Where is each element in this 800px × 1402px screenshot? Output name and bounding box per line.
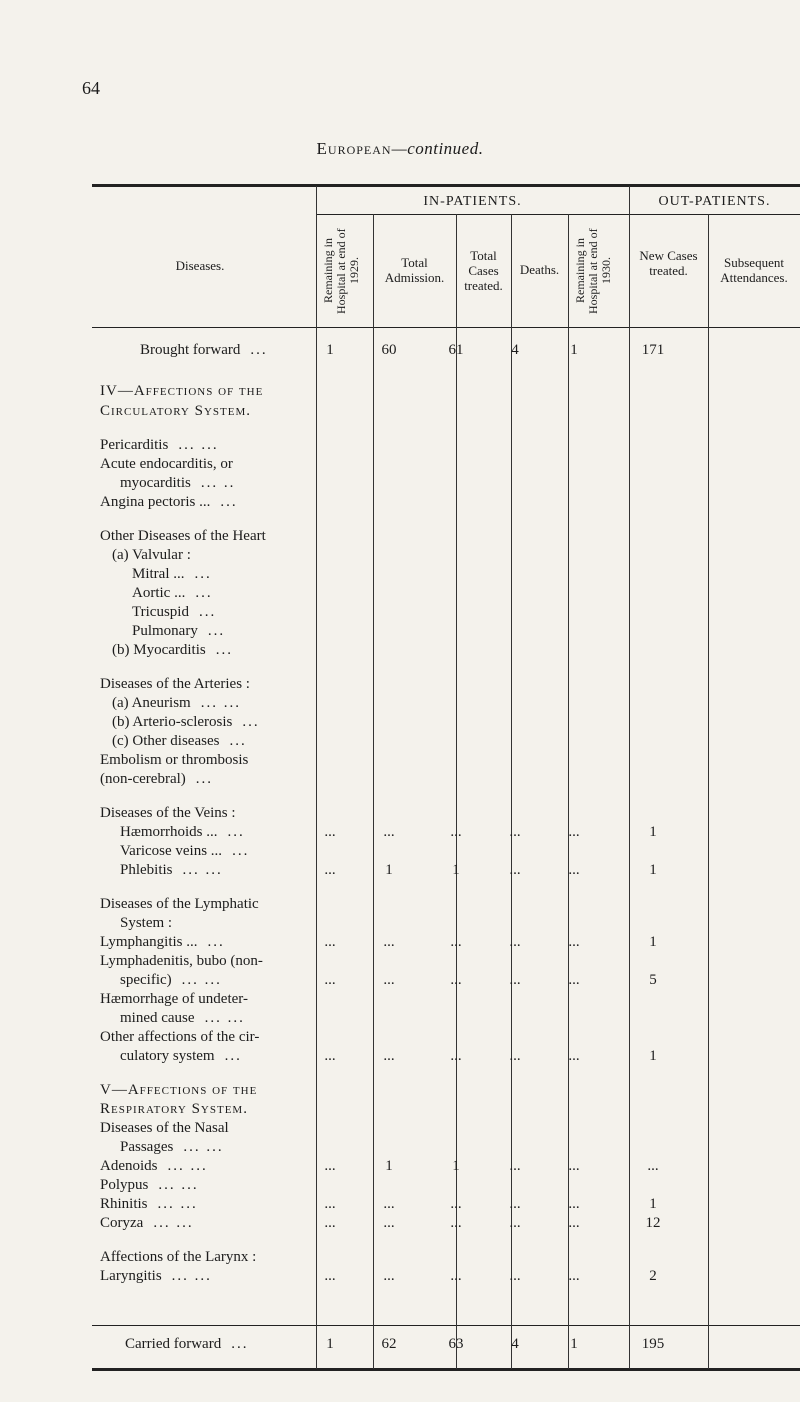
table-cell: 1 bbox=[385, 1158, 393, 1174]
leader-dots: ... ... bbox=[157, 1196, 198, 1212]
leader-dots: ... .. bbox=[200, 475, 236, 491]
row-label-text: Phlebitis bbox=[120, 862, 173, 878]
row-label-text: Varicose veins ... bbox=[120, 843, 223, 859]
row-label-text: Affections of the Larynx : bbox=[100, 1249, 257, 1265]
row-label-text: Laryngitis bbox=[100, 1268, 162, 1284]
table-cell: ... bbox=[568, 824, 580, 840]
table-cell: ... bbox=[383, 972, 395, 988]
table-cell: 60 bbox=[381, 342, 397, 358]
row-label-text: IV—Affections of the bbox=[100, 383, 264, 399]
table-cell: 1 bbox=[649, 824, 657, 840]
table-cell: 63 bbox=[448, 1336, 464, 1352]
leader-dots: ... bbox=[229, 733, 247, 749]
row-label bbox=[100, 771, 213, 788]
leader-dots: ... bbox=[195, 585, 213, 601]
row-label bbox=[100, 752, 248, 769]
table-cell: 1 bbox=[649, 862, 657, 878]
table-cell: ... bbox=[509, 1048, 521, 1064]
table-row bbox=[0, 342, 800, 364]
leader-dots: ... bbox=[227, 824, 245, 840]
row-label-text: Pericarditis bbox=[100, 437, 169, 453]
table-cell: ... bbox=[450, 934, 462, 950]
row-label-text: Rhinitis bbox=[100, 1196, 148, 1212]
table-row bbox=[0, 1048, 800, 1070]
row-label-text: specific) bbox=[120, 972, 172, 988]
table-cell: 1 bbox=[570, 342, 578, 358]
leader-dots: ... ... bbox=[204, 1010, 245, 1026]
row-label bbox=[100, 456, 233, 473]
row-label-text: Aortic ... bbox=[132, 585, 186, 601]
leader-dots: ... bbox=[195, 771, 214, 787]
table-cell: 195 bbox=[641, 1336, 665, 1352]
table-cell: ... bbox=[324, 1158, 336, 1174]
row-label bbox=[120, 1010, 245, 1027]
row-label bbox=[132, 585, 213, 602]
row-label bbox=[100, 494, 238, 511]
total-cases-header: Total Cases treated. bbox=[464, 248, 503, 293]
table-row bbox=[0, 771, 800, 793]
row-label bbox=[100, 528, 266, 545]
new-cases-header: New Cases treated. bbox=[639, 248, 698, 278]
table-cell: ... bbox=[383, 824, 395, 840]
row-label-text: (b) Myocarditis bbox=[112, 642, 206, 658]
row-label-text: Angina pectoris ... bbox=[100, 494, 211, 510]
row-label bbox=[112, 695, 241, 712]
leader-dots: ... bbox=[207, 623, 226, 639]
table-row bbox=[0, 1268, 800, 1290]
top-rule bbox=[92, 184, 800, 187]
table-cell: ... bbox=[568, 972, 580, 988]
remaining-1929-header: Remaining in Hospital at end of 1929. bbox=[321, 228, 361, 314]
table-cell: 1 bbox=[649, 1048, 657, 1064]
row-label bbox=[100, 896, 259, 913]
table-cell: ... bbox=[324, 934, 336, 950]
leader-dots: ... ... bbox=[200, 695, 241, 711]
row-label bbox=[120, 1048, 242, 1065]
row-label bbox=[100, 1268, 212, 1285]
row-label bbox=[132, 623, 225, 640]
out-patients-header: OUT-PATIENTS. bbox=[658, 194, 771, 209]
leader-dots: ... ... bbox=[181, 972, 222, 988]
row-label bbox=[100, 934, 225, 951]
table-cell: 171 bbox=[641, 342, 665, 358]
row-label bbox=[100, 953, 263, 970]
leader-dots: ... ... bbox=[158, 1177, 199, 1193]
row-label-text: Lymphangitis ... bbox=[100, 934, 198, 950]
table-cell: 12 bbox=[645, 1215, 661, 1231]
table-cell: 5 bbox=[649, 972, 657, 988]
row-label-text: Carried forward bbox=[125, 1336, 222, 1352]
leader-dots: ... bbox=[194, 566, 212, 582]
table-cell: ... bbox=[568, 1196, 580, 1212]
table-cell: ... bbox=[450, 972, 462, 988]
row-label-text: V—Affections of the bbox=[100, 1082, 258, 1098]
row-label bbox=[120, 972, 222, 989]
row-label-text: Diseases of the Nasal bbox=[100, 1120, 229, 1136]
leader-dots: ... ... bbox=[183, 1139, 224, 1155]
row-label bbox=[100, 1029, 259, 1046]
table-cell: ... bbox=[568, 934, 580, 950]
row-label-text: Passages bbox=[120, 1139, 174, 1155]
table-cell: ... bbox=[509, 824, 521, 840]
row-label bbox=[112, 642, 233, 659]
table-cell: ... bbox=[450, 824, 462, 840]
row-label-text: Circulatory System. bbox=[100, 403, 251, 419]
row-label bbox=[100, 1215, 194, 1232]
table-row bbox=[0, 494, 800, 516]
title-main: European bbox=[316, 139, 392, 158]
page-number: 64 bbox=[82, 78, 100, 98]
row-label bbox=[100, 1120, 229, 1137]
table-cell: ... bbox=[568, 1158, 580, 1174]
leader-dots: ... bbox=[232, 843, 250, 859]
total-admission-header: Total Admission. bbox=[384, 255, 445, 285]
total-top-rule bbox=[92, 1325, 800, 1326]
row-label bbox=[125, 1336, 248, 1353]
row-label bbox=[100, 991, 248, 1008]
table-cell: 1 bbox=[385, 862, 393, 878]
leader-dots: ... bbox=[215, 642, 233, 658]
table-cell: 1 bbox=[452, 862, 460, 878]
table-cell: 1 bbox=[326, 342, 334, 358]
row-label-text: Other Diseases of the Heart bbox=[100, 528, 266, 544]
table-cell: ... bbox=[324, 1196, 336, 1212]
row-label-text: culatory system bbox=[120, 1048, 215, 1064]
table-cell: ... bbox=[450, 1215, 462, 1231]
row-label-text: mined cause bbox=[120, 1010, 195, 1026]
table-cell: 2 bbox=[649, 1268, 657, 1284]
row-label-text: Polypus bbox=[100, 1177, 149, 1193]
table-cell: ... bbox=[450, 1268, 462, 1284]
table-cell: ... bbox=[568, 1268, 580, 1284]
table-row bbox=[0, 862, 800, 884]
row-label-text: Diseases of the Veins : bbox=[100, 805, 236, 821]
table-row bbox=[0, 642, 800, 664]
row-label-text: Adenoids bbox=[100, 1158, 158, 1174]
row-label-text: System : bbox=[120, 915, 173, 931]
table-cell: ... bbox=[324, 1268, 336, 1284]
leader-dots: ... bbox=[198, 604, 217, 620]
table-cell: ... bbox=[383, 1215, 395, 1231]
leader-dots: ... ... bbox=[167, 1158, 208, 1174]
table-cell: ... bbox=[383, 1268, 395, 1284]
row-label-text: Diseases of the Lymphatic bbox=[100, 896, 259, 912]
row-label bbox=[100, 1196, 198, 1213]
row-label bbox=[100, 1158, 208, 1175]
table-cell: ... bbox=[509, 1268, 521, 1284]
group-rule bbox=[316, 214, 800, 215]
table-row bbox=[0, 1215, 800, 1237]
row-label-text: Brought forward bbox=[140, 342, 241, 358]
table-cell: 1 bbox=[570, 1336, 578, 1352]
leader-dots: ... bbox=[250, 342, 268, 358]
row-label bbox=[120, 475, 235, 492]
row-label-text: Hæmorrhoids ... bbox=[120, 824, 218, 840]
in-patients-header: IN-PATIENTS. bbox=[423, 194, 522, 209]
row-label bbox=[140, 342, 268, 359]
row-label-text: Acute endocarditis, or bbox=[100, 456, 233, 472]
row-label-text: (non-cerebral) bbox=[100, 771, 186, 787]
leader-dots: ... bbox=[231, 1336, 249, 1352]
table-cell: ... bbox=[509, 1196, 521, 1212]
row-label bbox=[100, 1082, 257, 1099]
leader-dots: ... bbox=[207, 934, 225, 950]
table-cell: ... bbox=[450, 1048, 462, 1064]
row-label bbox=[100, 1249, 256, 1266]
row-label-text: Hæmorrhage of undeter- bbox=[100, 991, 248, 1007]
table-cell: ... bbox=[383, 934, 395, 950]
row-label bbox=[112, 547, 191, 564]
row-label bbox=[112, 714, 260, 731]
row-label bbox=[100, 1177, 199, 1194]
row-label-text: Respiratory System. bbox=[100, 1101, 248, 1117]
row-label-text: (a) Aneurism bbox=[112, 695, 191, 711]
row-label-text: Other affections of the cir- bbox=[100, 1029, 260, 1045]
row-label bbox=[132, 604, 216, 621]
table-cell: ... bbox=[383, 1196, 395, 1212]
table-row bbox=[0, 383, 800, 405]
table-cell: 1 bbox=[326, 1336, 334, 1352]
row-label-text: (a) Valvular : bbox=[112, 547, 191, 563]
leader-dots: ... ... bbox=[171, 1268, 212, 1284]
table-cell: ... bbox=[324, 1215, 336, 1231]
title-suffix: —continued. bbox=[391, 139, 484, 158]
table-cell: 4 bbox=[511, 342, 519, 358]
table-cell: ... bbox=[509, 934, 521, 950]
remaining-1930-header: Remaining in Hospital at end of 1930. bbox=[573, 228, 613, 314]
table-cell: 1 bbox=[452, 1158, 460, 1174]
leader-dots: ... ... bbox=[153, 1215, 194, 1231]
row-label-text: (b) Arterio-sclerosis bbox=[112, 714, 233, 730]
row-label bbox=[120, 862, 223, 879]
table-cell: ... bbox=[383, 1048, 395, 1064]
row-label bbox=[100, 676, 250, 693]
table-cell: ... bbox=[324, 862, 336, 878]
table-row bbox=[0, 1336, 800, 1358]
leader-dots: ... ... bbox=[178, 437, 219, 453]
row-label bbox=[100, 383, 263, 400]
leader-dots: ... ... bbox=[182, 862, 223, 878]
subsequent-header: Subsequent Attendances. bbox=[720, 255, 788, 285]
table-cell: ... bbox=[647, 1158, 659, 1174]
row-label bbox=[100, 403, 251, 420]
row-label-text: Coryza bbox=[100, 1215, 144, 1231]
row-label-text: Lymphadenitis, bubo (non- bbox=[100, 953, 263, 969]
table-cell: 4 bbox=[511, 1336, 519, 1352]
row-label-text: Pulmonary bbox=[132, 623, 198, 639]
row-label bbox=[120, 824, 245, 841]
diseases-header: Diseases. bbox=[175, 258, 225, 273]
row-label bbox=[100, 1101, 248, 1118]
row-label bbox=[120, 843, 249, 860]
table-cell: ... bbox=[509, 1158, 521, 1174]
table-cell: ... bbox=[509, 972, 521, 988]
table-cell: ... bbox=[568, 862, 580, 878]
row-label-text: Tricuspid bbox=[132, 604, 189, 620]
row-label-text: Mitral ... bbox=[132, 566, 185, 582]
row-label-text: myocarditis bbox=[120, 475, 191, 491]
table-cell: 1 bbox=[649, 1196, 657, 1212]
row-label-text: (c) Other diseases bbox=[112, 733, 220, 749]
table-cell: ... bbox=[450, 1196, 462, 1212]
header-bottom-rule bbox=[92, 327, 800, 328]
table-cell: 61 bbox=[448, 342, 464, 358]
row-label-text: Embolism or thrombosis bbox=[100, 752, 249, 768]
row-label bbox=[120, 1139, 224, 1156]
leader-dots: ... bbox=[242, 714, 260, 730]
table-cell: ... bbox=[509, 862, 521, 878]
page-title bbox=[0, 139, 800, 159]
row-label bbox=[100, 437, 219, 454]
row-label bbox=[132, 566, 212, 583]
table-cell: ... bbox=[324, 824, 336, 840]
table-cell: ... bbox=[568, 1215, 580, 1231]
table-cell: ... bbox=[509, 1215, 521, 1231]
row-label bbox=[120, 915, 172, 932]
table-cell: ... bbox=[324, 972, 336, 988]
table-cell: 1 bbox=[649, 934, 657, 950]
table-row bbox=[0, 403, 800, 425]
row-label bbox=[112, 733, 247, 750]
leader-dots: ... bbox=[224, 1048, 242, 1064]
table-cell: ... bbox=[568, 1048, 580, 1064]
leader-dots: ... bbox=[220, 494, 238, 510]
table-cell: 62 bbox=[381, 1336, 397, 1352]
bottom-rule bbox=[92, 1368, 800, 1371]
row-label-text: Diseases of the Arteries : bbox=[100, 676, 250, 692]
table-cell: ... bbox=[324, 1048, 336, 1064]
deaths-header: Deaths. bbox=[519, 262, 560, 277]
row-label bbox=[100, 805, 236, 822]
